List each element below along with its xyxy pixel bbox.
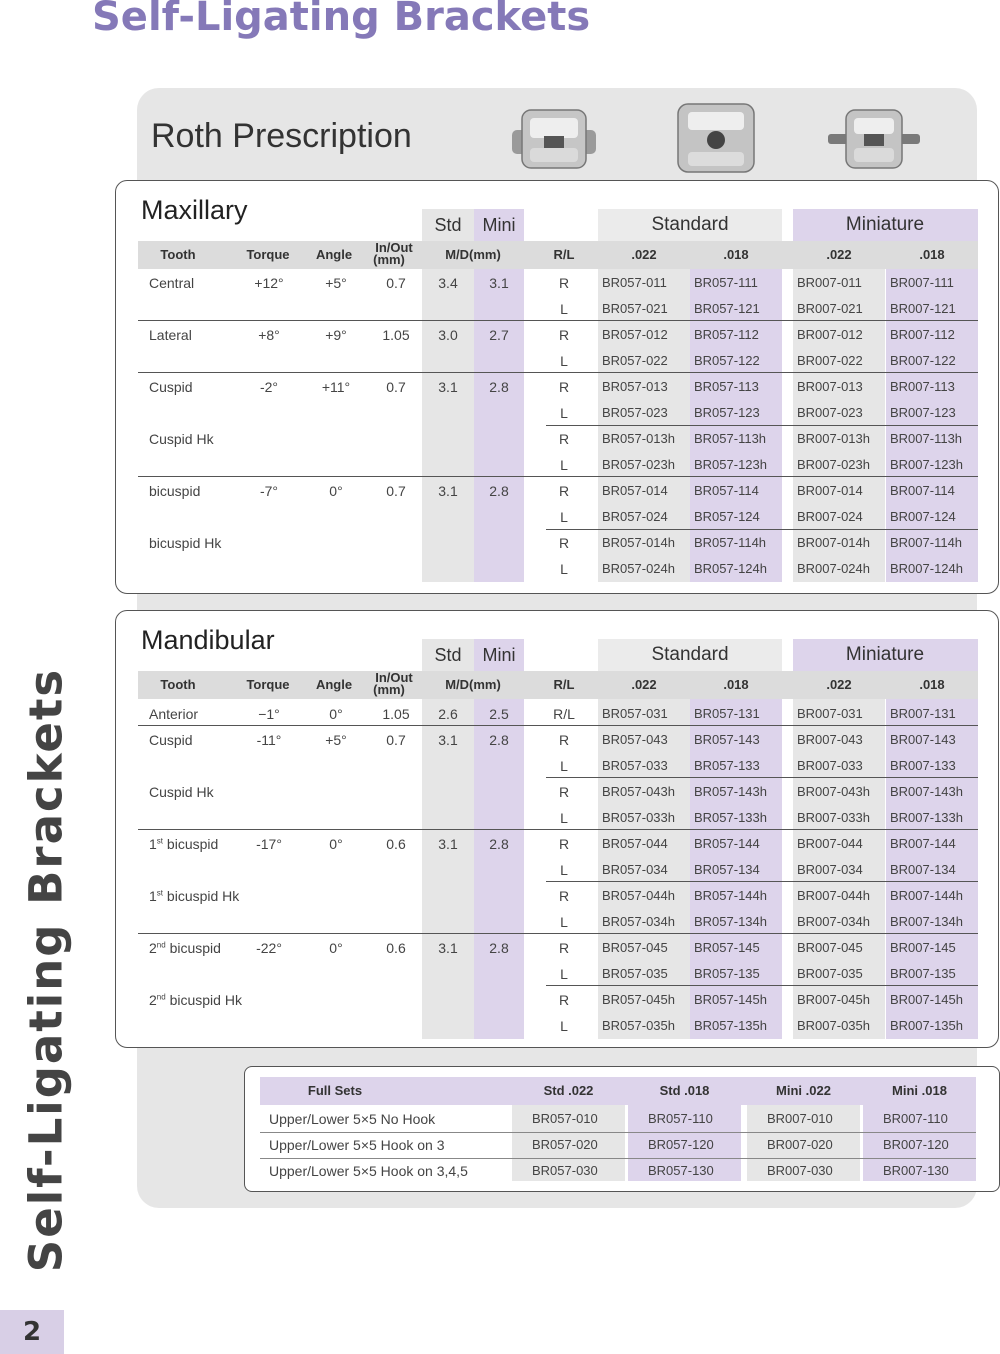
full-sets-col-c3: Mini .022 — [776, 1083, 831, 1098]
mandibular-tooth-name — [149, 831, 218, 857]
maxillary-col-rl: R/L — [553, 247, 575, 262]
maxillary-tooth-name: Central — [149, 275, 195, 291]
maxillary-row-divider — [138, 372, 978, 373]
maxillary-tooth-name: bicuspid Hk — [149, 535, 222, 551]
maxillary-torque-value: -2° — [259, 379, 279, 395]
maxillary-row-divider — [138, 320, 978, 321]
mandibular-side-value: L — [560, 1018, 568, 1034]
mandibular-code-mini-022: BR007-033 — [797, 758, 863, 773]
full-set-code: BR057-110 — [648, 1111, 713, 1126]
maxillary-code-mini-022: BR007-024 — [797, 509, 863, 524]
maxillary-code-mini-018: BR007-111 — [890, 275, 954, 290]
maxillary-angle-value: 0° — [329, 483, 343, 499]
maxillary-std-md-value: 3.1 — [438, 379, 458, 395]
tooth-ordinal-suffix: nd — [156, 992, 166, 1002]
mandibular-code-mini-022: BR007-043 — [797, 732, 863, 747]
full-set-code: BR057-020 — [532, 1137, 598, 1152]
maxillary-col-angle: Angle — [315, 247, 353, 262]
maxillary-side-value: L — [560, 457, 568, 473]
mandibular-code-std-018: BR057-133h — [694, 810, 767, 825]
maxillary-code-std-018: BR057-121 — [694, 301, 760, 316]
mandibular-code-std-018: BR057-133 — [694, 758, 760, 773]
mandibular-inout-value: 0.6 — [386, 940, 406, 956]
tooth-ordinal: 1 — [149, 836, 157, 852]
mandibular-angle-value: 0° — [329, 836, 343, 852]
maxillary-mini-md-value: 2.8 — [489, 483, 509, 499]
maxillary-row-divider — [546, 529, 978, 530]
maxillary-code-std-022: BR057-024h — [602, 561, 675, 576]
mandibular-code-std-022: BR057-034 — [602, 862, 668, 877]
maxillary-code-mini-018: BR007-112 — [890, 327, 955, 342]
bracket-image-2 — [668, 96, 764, 180]
maxillary-code-std-022: BR057-023 — [602, 405, 668, 420]
mandibular-side-value: L — [560, 758, 568, 774]
maxillary-inout-value: 0.7 — [386, 483, 406, 499]
mandibular-side-value: R — [558, 888, 570, 904]
maxillary-tab-miniature: Miniature — [793, 209, 977, 241]
mandibular-row-divider — [546, 881, 978, 882]
mandibular-torque-value: -11° — [256, 732, 282, 748]
mandibular-side-value: L — [560, 914, 568, 930]
full-set-name: Upper/Lower 5×5 No Hook — [269, 1111, 436, 1127]
maxillary-angle-value: +11° — [321, 379, 351, 395]
bracket-image-1 — [506, 96, 602, 180]
mandibular-std-md-value: 2.6 — [438, 706, 458, 722]
mandibular-code-std-018: BR057-143 — [694, 732, 760, 747]
mandibular-side-value: L — [560, 966, 568, 982]
maxillary-col-mini-018: .018 — [919, 247, 945, 262]
mandibular-code-std-022: BR057-044 — [602, 836, 668, 851]
tooth-ordinal: 2 — [149, 992, 157, 1008]
maxillary-col-tooth: Tooth — [160, 247, 196, 262]
mandibular-code-std-018: BR057-143h — [694, 784, 767, 799]
mandibular-code-std-018: BR057-144h — [694, 888, 767, 903]
tooth-name-rest: bicuspid — [165, 940, 221, 956]
mandibular-side-value: R — [558, 732, 570, 748]
mandibular-code-mini-018: BR007-133 — [890, 758, 956, 773]
maxillary-std-md-value: 3.1 — [438, 483, 458, 499]
mandibular-code-std-022: BR057-045h — [602, 992, 675, 1007]
mandibular-code-mini-018: BR007-133h — [890, 810, 963, 825]
mandibular-code-mini-022: BR007-034h — [797, 914, 870, 929]
maxillary-code-mini-018: BR007-123 — [890, 405, 956, 420]
maxillary-col-std-018: .018 — [723, 247, 749, 262]
bracket-image-3 — [826, 96, 922, 180]
maxillary-code-std-022: BR057-012 — [602, 327, 668, 342]
maxillary-code-std-018: BR057-122 — [694, 353, 760, 368]
maxillary-tab-standard: Standard — [598, 209, 782, 241]
maxillary-std-md-value: 3.0 — [438, 327, 458, 343]
mandibular-side-value: R/L — [553, 706, 575, 722]
maxillary-code-mini-018: BR007-114 — [890, 483, 955, 498]
mandibular-col-mini-018: .018 — [919, 677, 945, 692]
mandibular-code-std-018: BR057-131 — [694, 706, 760, 721]
maxillary-side-value: L — [560, 301, 568, 317]
maxillary-code-mini-018: BR007-113h — [890, 431, 963, 446]
mandibular-code-std-022: BR057-033 — [602, 758, 668, 773]
mandibular-tab-mini: Mini — [474, 639, 524, 671]
maxillary-mini-md-value: 3.1 — [489, 275, 509, 291]
maxillary-tab-mini: Mini — [474, 209, 524, 241]
full-set-code: BR007-120 — [883, 1137, 949, 1152]
maxillary-angle-value: +9° — [325, 327, 347, 343]
maxillary-angle-value: +5° — [325, 275, 347, 291]
mandibular-code-std-022: BR057-044h — [602, 888, 675, 903]
mandibular-code-std-022: BR057-045 — [602, 940, 668, 955]
full-set-code: BR007-130 — [883, 1163, 949, 1178]
full-set-code: BR007-020 — [767, 1137, 833, 1152]
maxillary-torque-value: -7° — [259, 483, 279, 499]
maxillary-torque-value: +12° — [254, 275, 284, 291]
maxillary-side-value: L — [560, 405, 568, 421]
mandibular-code-std-022: BR057-035h — [602, 1018, 675, 1033]
maxillary-torque-value: +8° — [258, 327, 280, 343]
maxillary-std-md-value: 3.4 — [438, 275, 458, 291]
mandibular-tab-miniature: Miniature — [793, 639, 977, 671]
mandibular-code-std-022: BR057-031 — [602, 706, 668, 721]
maxillary-title: Maxillary — [141, 195, 248, 225]
maxillary-side-value: L — [560, 561, 568, 577]
maxillary-tooth-name: Cuspid — [149, 379, 193, 395]
mandibular-code-mini-022: BR007-044 — [797, 836, 863, 851]
maxillary-code-std-022: BR057-024 — [602, 509, 668, 524]
mandibular-col-torque: Torque — [246, 677, 290, 692]
mandibular-code-std-018: BR057-144 — [694, 836, 760, 851]
mandibular-code-mini-018: BR007-143h — [890, 784, 963, 799]
mandibular-side-value: R — [558, 992, 570, 1008]
mandibular-angle-value: 0° — [329, 706, 343, 722]
mandibular-row-divider — [546, 985, 978, 986]
maxillary-code-std-022: BR057-011 — [602, 275, 667, 290]
page-title: Self-Ligating Brackets — [92, 0, 591, 40]
mandibular-mini-md-value: 2.8 — [489, 836, 509, 852]
mandibular-title: Mandibular — [141, 625, 275, 655]
maxillary-code-std-022: BR057-023h — [602, 457, 675, 472]
maxillary-side-value: R — [558, 379, 570, 395]
maxillary-code-std-022: BR057-014h — [602, 535, 675, 550]
maxillary-mini-md-value: 2.8 — [489, 379, 509, 395]
maxillary-code-mini-022: BR007-011 — [797, 275, 862, 290]
mandibular-std-md-value: 3.1 — [438, 836, 458, 852]
mandibular-tooth-name: Cuspid Hk — [149, 784, 214, 800]
mandibular-inout-value: 0.6 — [386, 836, 406, 852]
maxillary-code-std-018: BR057-112 — [694, 327, 759, 342]
maxillary-code-mini-022: BR007-014 — [797, 483, 863, 498]
maxillary-code-std-022: BR057-014 — [602, 483, 668, 498]
mandibular-mini-md-value: 2.8 — [489, 732, 509, 748]
maxillary-side-value: L — [560, 509, 568, 525]
full-set-code: BR007-010 — [767, 1111, 833, 1126]
maxillary-code-mini-022: BR007-013h — [797, 431, 870, 446]
mandibular-code-mini-022: BR007-031 — [797, 706, 863, 721]
mandibular-col-rl: R/L — [553, 677, 575, 692]
mandibular-angle-value: 0° — [329, 940, 343, 956]
full-set-name: Upper/Lower 5×5 Hook on 3,4,5 — [269, 1163, 468, 1179]
mandibular-code-std-022: BR057-033h — [602, 810, 675, 825]
maxillary-code-mini-018: BR007-114h — [890, 535, 963, 550]
maxillary-code-mini-018: BR007-113 — [890, 379, 955, 394]
mandibular-col-inout-unit: (mm) — [373, 682, 405, 697]
mandibular-code-std-022: BR057-043h — [602, 784, 675, 799]
full-set-code: BR057-030 — [532, 1163, 598, 1178]
maxillary-col-std-022: .022 — [631, 247, 657, 262]
maxillary-code-std-018: BR057-124h — [694, 561, 767, 576]
mandibular-code-mini-022: BR007-033h — [797, 810, 870, 825]
mandibular-col-md: M/D(mm) — [445, 677, 501, 692]
maxillary-code-std-022: BR057-013h — [602, 431, 675, 446]
maxillary-code-std-018: BR057-114h — [694, 535, 767, 550]
mandibular-code-mini-018: BR007-131 — [890, 706, 956, 721]
maxillary-col-inout: In/Out — [375, 240, 413, 255]
maxillary-row-divider — [138, 476, 978, 477]
mandibular-tab-standard: Standard — [598, 639, 782, 671]
mandibular-code-mini-018: BR007-135 — [890, 966, 956, 981]
page-number: 2 — [0, 1310, 64, 1354]
full-set-code: BR007-110 — [883, 1111, 948, 1126]
maxillary-side-value: R — [558, 327, 570, 343]
tooth-ordinal: 1 — [149, 888, 157, 904]
maxillary-code-std-018: BR057-123 — [694, 405, 760, 420]
maxillary-tooth-name: Cuspid Hk — [149, 431, 214, 447]
mandibular-row-divider — [546, 777, 978, 778]
tooth-name-rest: bicuspid Hk — [165, 992, 242, 1008]
maxillary-mini-md-value: 2.7 — [489, 327, 509, 343]
mandibular-tooth-name — [149, 883, 239, 909]
maxillary-code-mini-018: BR007-124 — [890, 509, 956, 524]
maxillary-side-value: R — [558, 431, 570, 447]
maxillary-tooth-name: Lateral — [149, 327, 192, 343]
mandibular-code-mini-018: BR007-144h — [890, 888, 963, 903]
mandibular-side-value: R — [558, 784, 570, 800]
mandibular-code-mini-018: BR007-134 — [890, 862, 956, 877]
maxillary-code-mini-022: BR007-023h — [797, 457, 870, 472]
maxillary-inout-value: 0.7 — [386, 379, 406, 395]
mandibular-col-mini-022: .022 — [826, 677, 852, 692]
mandibular-code-mini-018: BR007-143 — [890, 732, 956, 747]
mandibular-code-std-022: BR057-043 — [602, 732, 668, 747]
mandibular-code-std-018: BR057-135 — [694, 966, 760, 981]
full-sets-col-c1: Std .022 — [543, 1083, 594, 1098]
mandibular-code-mini-022: BR007-043h — [797, 784, 870, 799]
maxillary-code-std-018: BR057-124 — [694, 509, 760, 524]
mandibular-code-mini-022: BR007-035 — [797, 966, 863, 981]
mandibular-col-std-018: .018 — [723, 677, 749, 692]
mandibular-code-std-022: BR057-035 — [602, 966, 668, 981]
mandibular-code-mini-018: BR007-145h — [890, 992, 963, 1007]
maxillary-tooth-name: bicuspid — [149, 483, 201, 499]
maxillary-col-torque: Torque — [246, 247, 290, 262]
maxillary-code-mini-018: BR007-122 — [890, 353, 956, 368]
prescription-title: Roth Prescription — [151, 117, 412, 155]
maxillary-code-std-022: BR057-013 — [602, 379, 668, 394]
full-sets-col-c2: Std .018 — [659, 1083, 710, 1098]
maxillary-code-mini-018: BR007-121 — [890, 301, 956, 316]
mandibular-code-std-018: BR057-134 — [694, 862, 760, 877]
full-sets-panel — [244, 1066, 1000, 1192]
maxillary-code-mini-022: BR007-013 — [797, 379, 863, 394]
mandibular-code-std-018: BR057-135h — [694, 1018, 767, 1033]
maxillary-code-mini-022: BR007-023 — [797, 405, 863, 420]
full-sets-col-c4: Mini .018 — [892, 1083, 947, 1098]
maxillary-code-mini-022: BR007-024h — [797, 561, 870, 576]
mandibular-inout-value: 1.05 — [382, 706, 410, 722]
mandibular-torque-value: −1° — [258, 706, 280, 722]
maxillary-inout-value: 0.7 — [386, 275, 406, 291]
maxillary-inout-value: 1.05 — [382, 327, 410, 343]
maxillary-code-std-018: BR057-123h — [694, 457, 767, 472]
mandibular-row-divider — [138, 933, 978, 934]
mandibular-inout-value: 0.7 — [386, 732, 406, 748]
mandibular-code-mini-022: BR007-044h — [797, 888, 870, 903]
mandibular-panel — [115, 610, 999, 1048]
mandibular-code-std-022: BR057-034h — [602, 914, 675, 929]
maxillary-side-value: L — [560, 353, 568, 369]
mandibular-std-md-value: 3.1 — [438, 732, 458, 748]
maxillary-col-md: M/D(mm) — [445, 247, 501, 262]
mandibular-code-mini-018: BR007-144 — [890, 836, 956, 851]
tooth-ordinal-suffix: st — [156, 888, 164, 898]
mandibular-code-std-018: BR057-134h — [694, 914, 767, 929]
maxillary-code-std-022: BR057-021 — [602, 301, 668, 316]
tooth-name-rest: bicuspid Hk — [163, 888, 240, 904]
mandibular-row-divider — [138, 725, 978, 726]
mandibular-std-md-value: 3.1 — [438, 940, 458, 956]
mandibular-tooth-name: Anterior — [149, 706, 199, 722]
mandibular-col-std-022: .022 — [631, 677, 657, 692]
maxillary-side-value: R — [558, 483, 570, 499]
maxillary-col-inout-unit: (mm) — [373, 252, 405, 267]
mandibular-side-value: L — [560, 862, 568, 878]
maxillary-code-mini-018: BR007-124h — [890, 561, 963, 576]
maxillary-code-mini-022: BR007-012 — [797, 327, 863, 342]
maxillary-code-mini-022: BR007-021 — [797, 301, 863, 316]
mandibular-torque-value: -22° — [256, 940, 282, 956]
mandibular-code-mini-018: BR007-145 — [890, 940, 956, 955]
mandibular-tooth-name — [149, 987, 242, 1013]
mandibular-code-mini-022: BR007-034 — [797, 862, 863, 877]
maxillary-col-mini-022: .022 — [826, 247, 852, 262]
mandibular-code-mini-018: BR007-135h — [890, 1018, 963, 1033]
mandibular-col-tooth: Tooth — [160, 677, 196, 692]
maxillary-code-std-018: BR057-113h — [694, 431, 767, 446]
full-set-name: Upper/Lower 5×5 Hook on 3 — [269, 1137, 445, 1153]
maxillary-code-mini-018: BR007-123h — [890, 457, 963, 472]
full-set-code: BR007-030 — [767, 1163, 833, 1178]
side-title: Self-Ligating Brackets — [19, 667, 73, 1273]
mandibular-code-mini-018: BR007-134h — [890, 914, 963, 929]
maxillary-tab-std: Std — [422, 209, 474, 241]
mandibular-side-value: R — [558, 940, 570, 956]
maxillary-code-std-018: BR057-111 — [694, 275, 758, 290]
maxillary-side-value: R — [558, 535, 570, 551]
mandibular-side-value: R — [558, 836, 570, 852]
mandibular-code-mini-022: BR007-035h — [797, 1018, 870, 1033]
mandibular-side-value: L — [560, 810, 568, 826]
tooth-ordinal: 2 — [149, 940, 157, 956]
mandibular-mini-md-value: 2.5 — [489, 706, 509, 722]
maxillary-code-std-018: BR057-113 — [694, 379, 759, 394]
maxillary-code-std-018: BR057-114 — [694, 483, 759, 498]
mandibular-tab-std: Std — [422, 639, 474, 671]
mandibular-code-std-018: BR057-145 — [694, 940, 760, 955]
tooth-ordinal-suffix: st — [156, 836, 164, 846]
mandibular-code-mini-022: BR007-045 — [797, 940, 863, 955]
maxillary-code-mini-022: BR007-014h — [797, 535, 870, 550]
mandibular-torque-value: -17° — [256, 836, 282, 852]
mandibular-col-angle: Angle — [315, 677, 353, 692]
full-set-code: BR057-010 — [532, 1111, 598, 1126]
full-sets-col-name: Full Sets — [307, 1083, 363, 1098]
mandibular-mini-md-value: 2.8 — [489, 940, 509, 956]
mandibular-tooth-name — [149, 935, 221, 961]
full-set-code: BR057-120 — [648, 1137, 714, 1152]
maxillary-code-std-022: BR057-022 — [602, 353, 668, 368]
mandibular-row-divider — [138, 829, 978, 830]
tooth-name-rest: bicuspid — [163, 836, 219, 852]
maxillary-side-value: R — [558, 275, 570, 291]
mandibular-tooth-name: Cuspid — [149, 732, 193, 748]
mandibular-col-inout: In/Out — [375, 670, 413, 685]
full-set-code: BR057-130 — [648, 1163, 714, 1178]
mandibular-code-mini-022: BR007-045h — [797, 992, 870, 1007]
tooth-ordinal-suffix: nd — [156, 940, 166, 950]
maxillary-row-divider — [546, 425, 978, 426]
maxillary-panel — [115, 180, 999, 594]
mandibular-angle-value: +5° — [325, 732, 347, 748]
mandibular-code-std-018: BR057-145h — [694, 992, 767, 1007]
maxillary-code-mini-022: BR007-022 — [797, 353, 863, 368]
